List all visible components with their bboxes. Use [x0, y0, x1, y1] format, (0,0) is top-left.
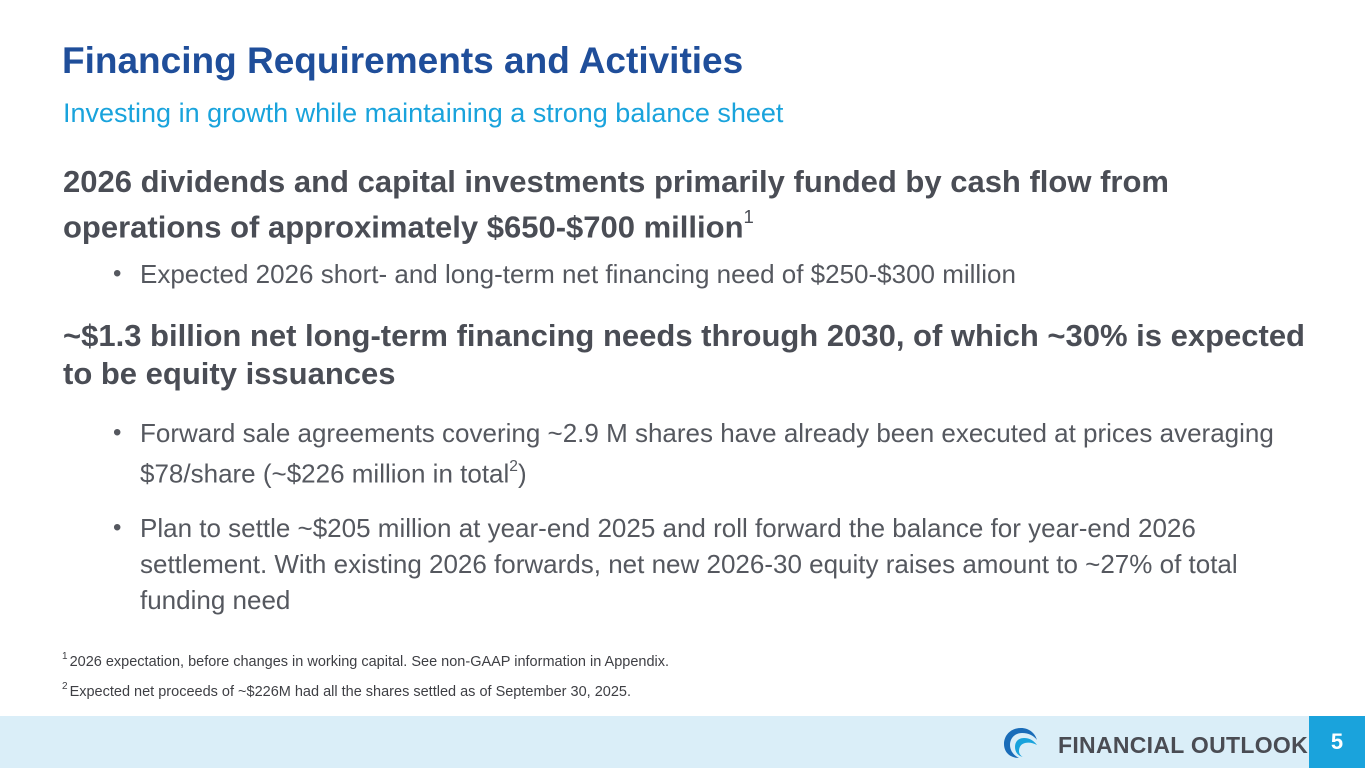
footer-bar	[0, 716, 1365, 768]
footnote-1	[62, 652, 669, 670]
footnote-ref-2: 2	[509, 457, 518, 475]
footnote-2	[62, 682, 631, 700]
bullet-text: Plan to settle ~$205 million at year-end 2025 and roll forward the balance for year-end 2026 settlement. With existing 2026 forwards, net new 2026-30 equity raises amount to ~27% of total funding need	[140, 513, 1238, 615]
section-1-bullet-1	[113, 256, 1320, 292]
section-2-bullet-1	[113, 415, 1320, 492]
section-1-heading	[63, 163, 1323, 246]
footnote-text: Expected net proceeds of ~$226M had all the shares settled as of September 30, 2025.	[69, 683, 631, 700]
footnote-ref-1: 1	[743, 206, 754, 228]
footnote-marker: 1	[62, 651, 68, 662]
bullet-text-tail: )	[517, 458, 527, 489]
section-2-bullet-2	[113, 510, 1320, 618]
section-2-heading: ~$1.3 billion net long-term financing needs through 2030, of which ~30% is expected to be equity issuances	[63, 318, 1305, 391]
bullet-text: Forward sale agreements covering ~2.9 M shares have already been executed at prices averaging $78/share (~$226 million in total	[140, 418, 1274, 489]
footnote-marker: 2	[62, 681, 68, 692]
page-number: 5	[1309, 716, 1365, 768]
bullet-text: Expected 2026 short- and long-term net financing need of $250-$300 million	[140, 259, 1016, 289]
bullet-dot-icon: •	[113, 260, 122, 287]
section-1-heading-text: 2026 dividends and capital investments primarily funded by cash flow from operations of approximately $650-$700 million	[63, 164, 1169, 245]
wave-logo-icon	[1002, 726, 1040, 760]
footnote-text: 2026 expectation, before changes in working capital. See non-GAAP information in Appendix.	[69, 653, 670, 670]
bullet-dot-icon: •	[113, 419, 122, 446]
bullet-dot-icon: •	[113, 514, 122, 541]
slide-subtitle: Investing in growth while maintaining a strong balance sheet	[63, 98, 784, 128]
slide-title: Financing Requirements and Activities	[62, 40, 744, 81]
footer-section-label: FINANCIAL OUTLOOK	[1058, 732, 1308, 758]
